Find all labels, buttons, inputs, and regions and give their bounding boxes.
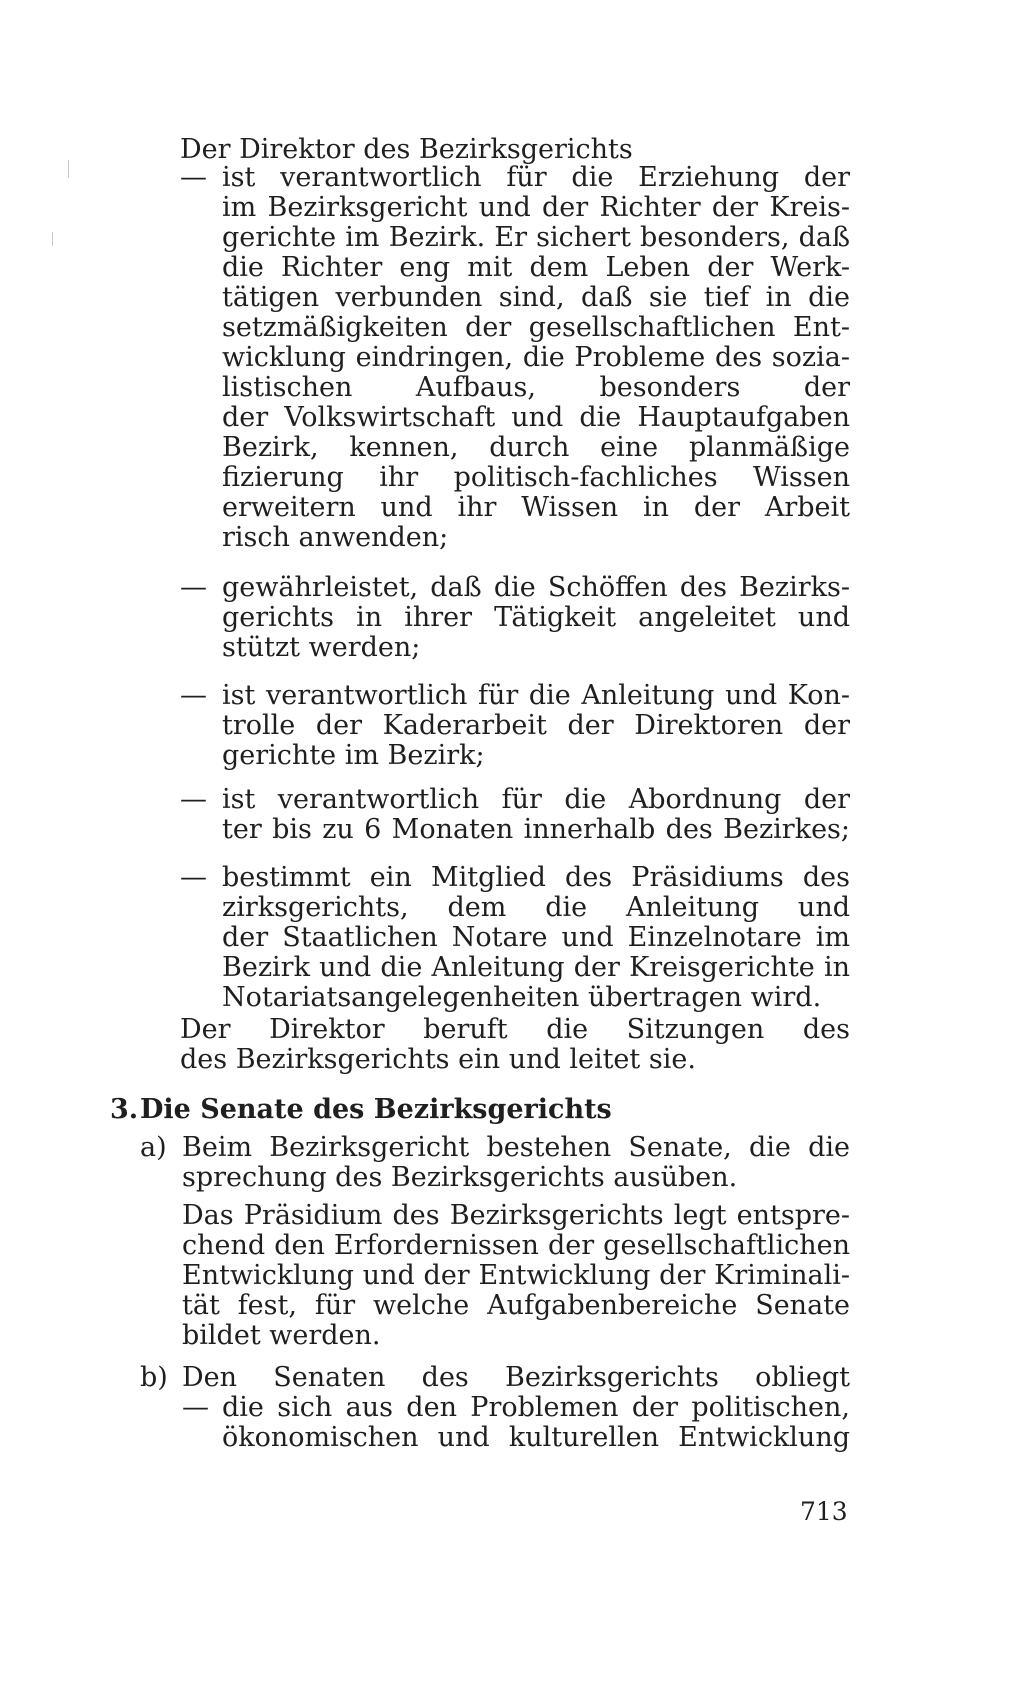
sub-b-item-line: ökonomischen und kulturellen Entwicklung <box>222 1422 850 1453</box>
sub-a-para-line: chend den Erfordernissen der gesellschaftlichen <box>182 1230 850 1261</box>
item-2-line: gewährleistet, daß die Schöffen des Bezirks- <box>222 572 850 603</box>
dash-marker: — <box>182 1392 209 1423</box>
item-2-line: gerichts in ihrer Tätigkeit angeleitet und <box>222 602 850 633</box>
sub-b-line: Den Senaten des Bezirksgerichts obliegt <box>182 1362 850 1393</box>
page-number: 713 <box>800 1497 848 1526</box>
item-1-line: gerichte im Bezirk. Er sichert besonders, daß <box>222 222 850 253</box>
dash-marker: — <box>180 162 207 193</box>
dash-marker: — <box>180 572 207 603</box>
item-1-line: im Bezirksgericht und der Richter der Kreis- <box>222 192 850 223</box>
item-3-line: trolle der Kaderarbeit der Direktoren der <box>222 710 850 741</box>
section-number: 3. <box>110 1094 139 1125</box>
item-2-line: stützt werden; <box>222 632 421 663</box>
sub-a-para-line: bildet werden. <box>182 1320 381 1351</box>
item-1-line: der Volkswirtschaft und die Hauptaufgaben <box>222 402 850 433</box>
item-3-line: ist verantwortlich für die Anleitung und Kon- <box>222 680 850 711</box>
item-1-line: setzmäßigkeiten der gesellschaftlichen Ent- <box>222 312 850 343</box>
sub-a-line: Beim Bezirksgericht bestehen Senate, die die <box>182 1132 850 1163</box>
sub-a-line: sprechung des Bezirksgerichts ausüben. <box>182 1162 738 1193</box>
sub-a-para-line: Entwicklung und der Entwicklung der Kriminali- <box>182 1260 850 1291</box>
item-1-line: Bezirk, kennen, durch eine planmäßige <box>222 432 850 463</box>
scan-mark <box>68 160 69 178</box>
dash-marker: — <box>180 680 207 711</box>
sub-b-item-line: die sich aus den Problemen der politischen, <box>222 1392 850 1423</box>
sub-a-para-line: tät fest, für welche Aufgabenbereiche Senate <box>182 1290 850 1321</box>
item-4-line: ist verantwortlich für die Abordnung der <box>222 784 850 815</box>
intro-line: Der Direktor des Bezirksgerichts <box>180 134 633 165</box>
item-1-line: erweitern und ihr Wissen in der Arbeit <box>222 492 850 523</box>
item-5-line: der Staatlichen Notare und Einzelnotare im <box>222 922 850 953</box>
sub-a-para-line: Das Präsidium des Bezirksgerichts legt entspre- <box>182 1200 850 1231</box>
sub-a-marker: a) <box>140 1132 167 1163</box>
item-1-line: tätigen verbunden sind, daß sie tief in die <box>222 282 850 313</box>
item-4-line: ter bis zu 6 Monaten innerhalb des Bezirkes; <box>222 814 850 845</box>
dash-marker: — <box>180 862 207 893</box>
item-1-line: wicklung eindringen, die Probleme des sozia- <box>222 342 850 373</box>
sub-b-marker: b) <box>140 1362 168 1393</box>
closing-line: des Bezirksgerichts ein und leitet sie. <box>180 1044 696 1075</box>
dash-marker: — <box>180 784 207 815</box>
item-1-line: risch anwenden; <box>222 522 449 553</box>
closing-line: Der Direktor beruft die Sitzungen des <box>180 1014 850 1045</box>
item-3-line: gerichte im Bezirk; <box>222 740 485 771</box>
item-1-line: ist verantwortlich für die Erziehung der <box>222 162 850 193</box>
section-title: Die Senate des Bezirksgerichts <box>140 1094 612 1125</box>
item-5-line: zirksgerichts, dem die Anleitung und <box>222 892 850 923</box>
item-5-line: Notariatsangelegenheiten übertragen wird. <box>222 982 822 1013</box>
item-5-line: bestimmt ein Mitglied des Präsidiums des <box>222 862 850 893</box>
item-1-line: listischen Aufbaus, besonders der <box>222 372 850 403</box>
item-1-line: fizierung ihr politisch-fachliches Wissen <box>222 462 850 493</box>
item-1-line: die Richter eng mit dem Leben der Werk- <box>222 252 850 283</box>
scan-mark <box>52 232 53 246</box>
item-5-line: Bezirk und die Anleitung der Kreisgerichte in <box>222 952 850 983</box>
